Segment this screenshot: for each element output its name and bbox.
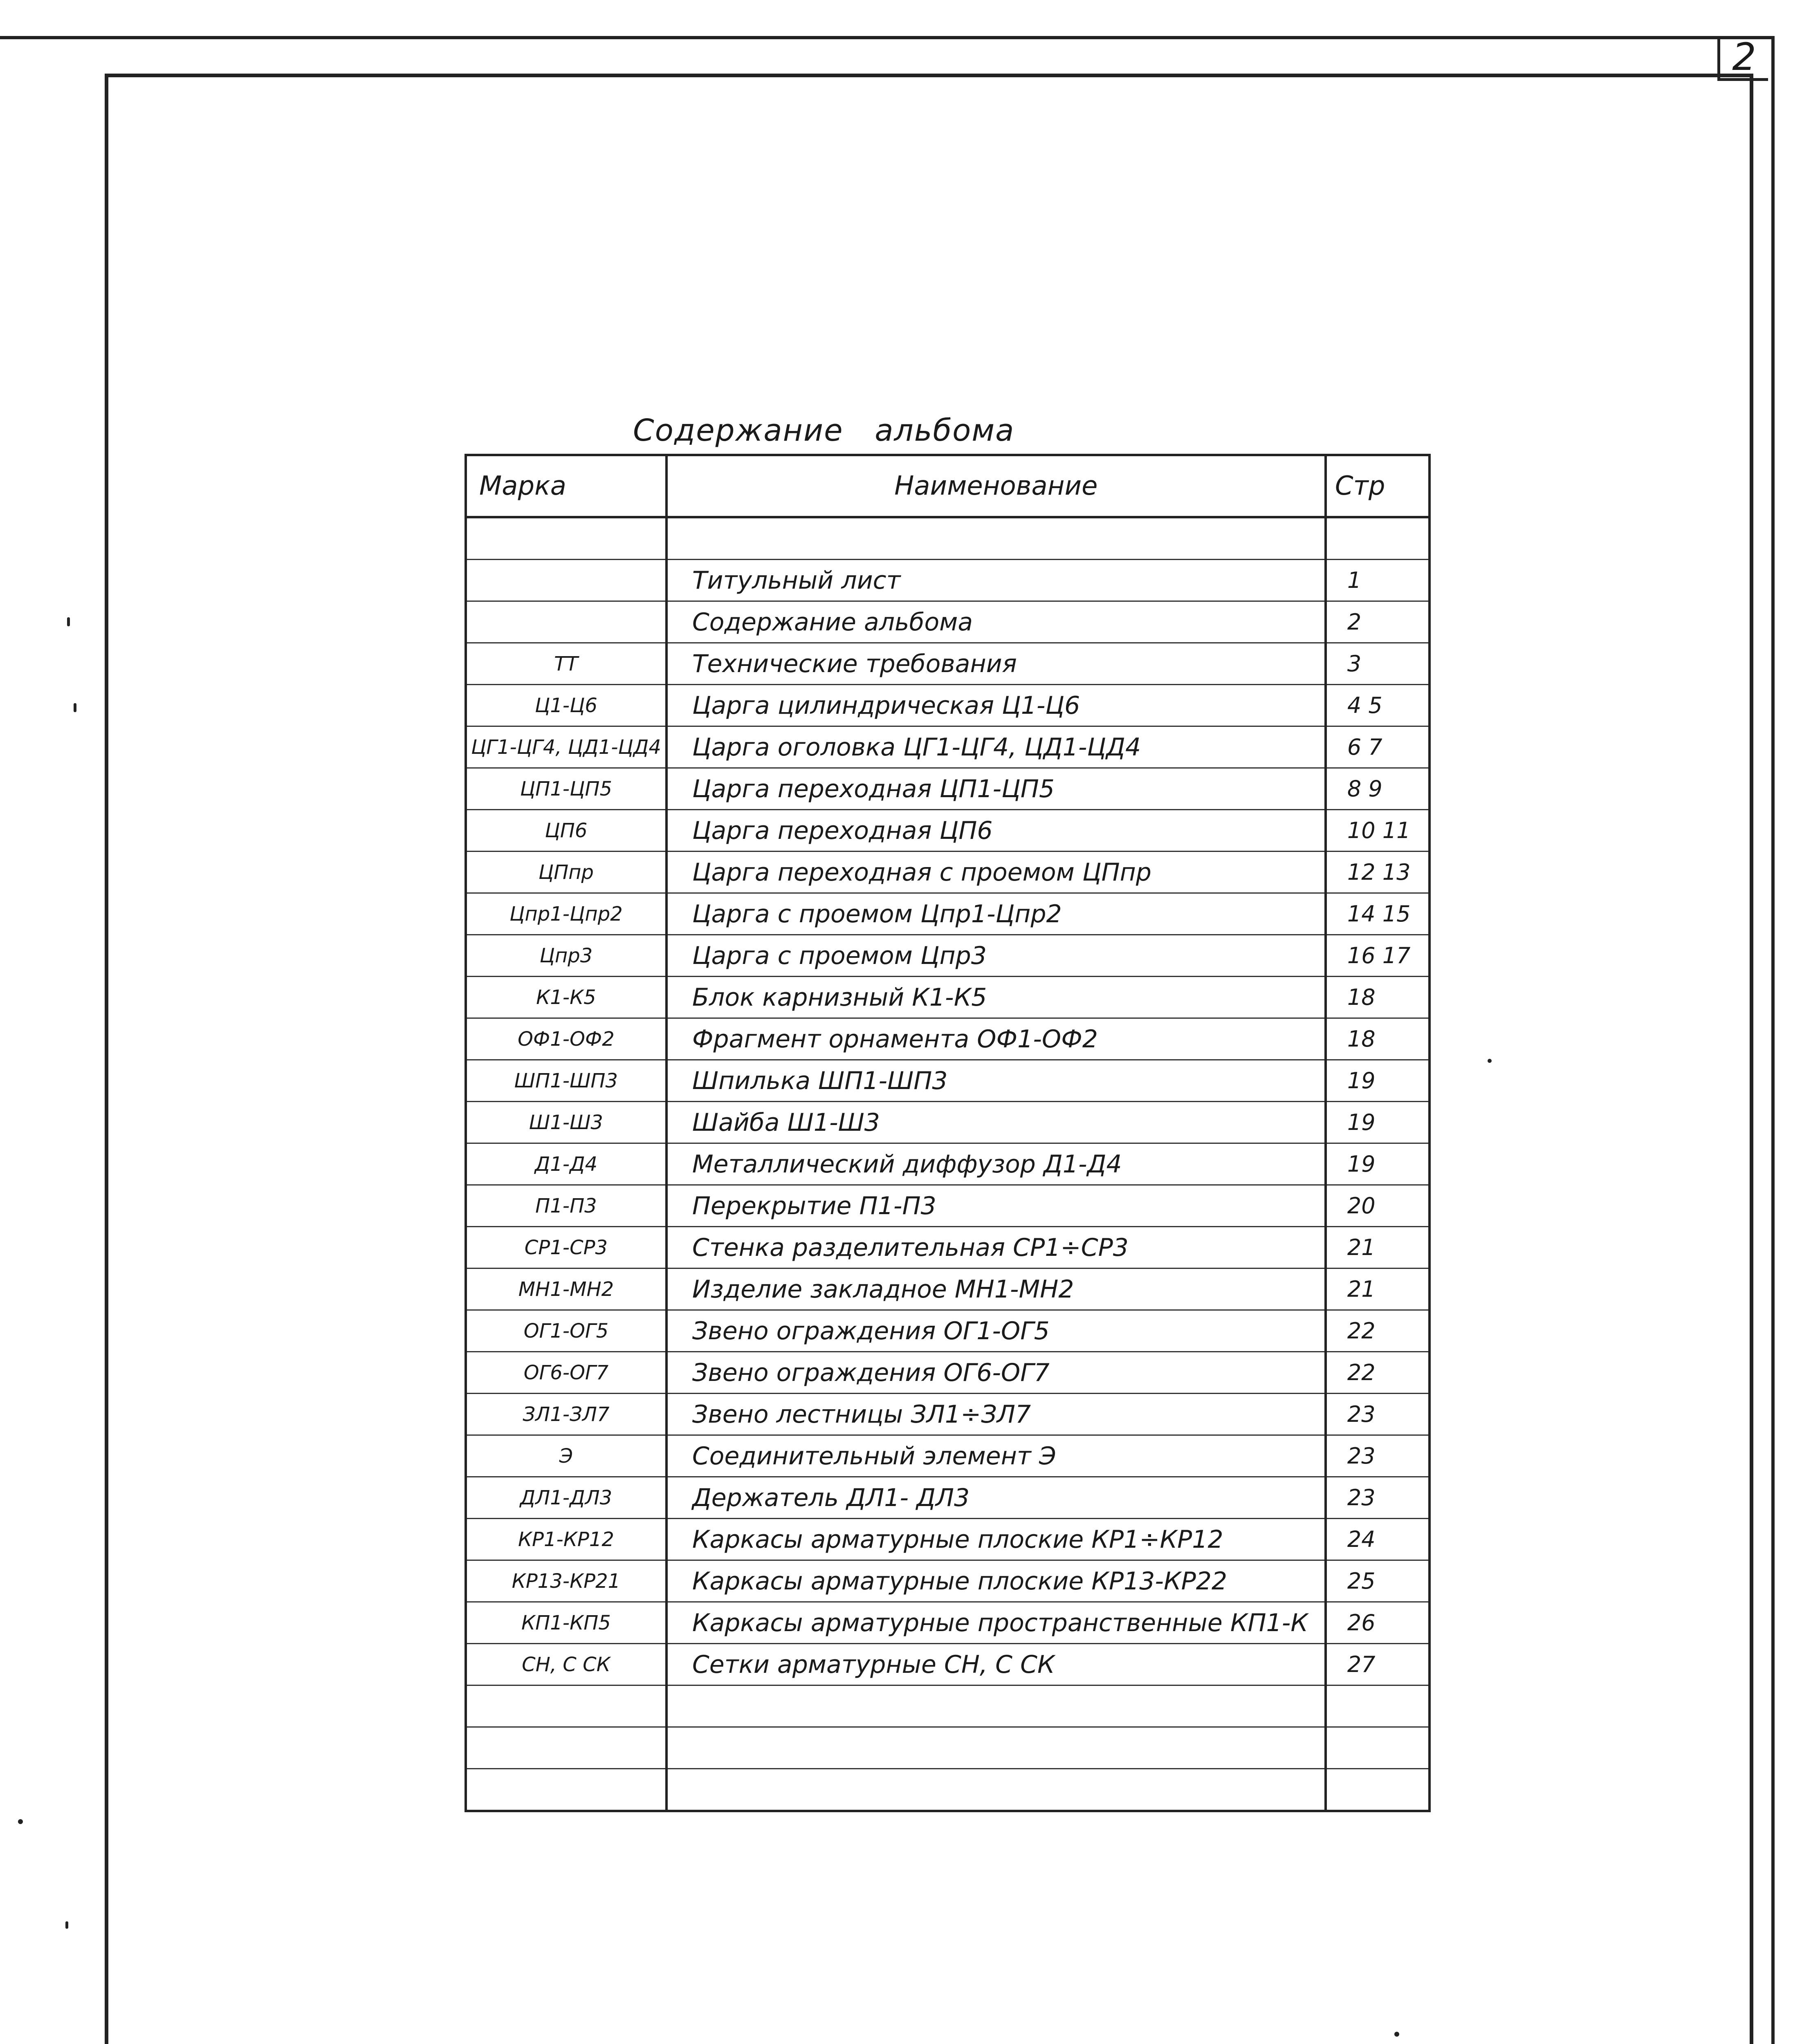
table-row (466, 1560, 1429, 1602)
table-row (466, 643, 1429, 685)
row-page: 26 (1326, 1602, 1429, 1644)
row-mark: ШП1-ШП3 (466, 1060, 666, 1102)
row-name: Царга переходная ЦП6 (666, 810, 1326, 852)
table-row (466, 1769, 1429, 1811)
scan-speck (1394, 2032, 1399, 2037)
table-row (466, 1644, 1429, 1685)
row-name: Изделие закладное МН1-МН2 (666, 1269, 1326, 1310)
row-name: Соединительный элемент Э (666, 1435, 1326, 1477)
table-row (466, 1435, 1429, 1477)
table-header-row (466, 455, 1429, 517)
table-row (466, 1269, 1429, 1310)
row-name: Шайба Ш1-Ш3 (666, 1102, 1326, 1143)
row-page: 8 9 (1326, 768, 1429, 810)
row-mark (466, 517, 666, 560)
table-row (466, 768, 1429, 810)
table-row (466, 935, 1429, 977)
row-page: 19 (1326, 1143, 1429, 1185)
scan-speck (67, 617, 70, 626)
row-name: Каркасы арматурные плоские КР1÷КР12 (666, 1519, 1326, 1560)
row-page: 25 (1326, 1560, 1429, 1602)
row-name (666, 1685, 1326, 1727)
row-mark: ЦПпр (466, 852, 666, 893)
row-name (666, 517, 1326, 560)
row-mark: Э (466, 1435, 666, 1477)
table-row (466, 1185, 1429, 1227)
table-row (466, 1352, 1429, 1394)
scan-speck (18, 1819, 23, 1824)
row-name: Блок карнизный К1-К5 (666, 977, 1326, 1018)
row-page: 23 (1326, 1435, 1429, 1477)
row-mark: ЦП1-ЦП5 (466, 768, 666, 810)
row-mark: Ц1-Ц6 (466, 685, 666, 726)
row-mark: СН, С СК (466, 1644, 666, 1685)
row-name: Каркасы арматурные пространственные КП1-К (666, 1602, 1326, 1644)
row-mark: КР1-КР12 (466, 1519, 666, 1560)
row-name: Шпилька ШП1-ШП3 (666, 1060, 1326, 1102)
table-row (466, 1519, 1429, 1560)
header-page: Стр (1326, 455, 1429, 517)
row-name: Звено ограждения ОГ1-ОГ5 (666, 1310, 1326, 1352)
row-page: 19 (1326, 1060, 1429, 1102)
table-row (466, 1227, 1429, 1269)
row-page: 21 (1326, 1269, 1429, 1310)
row-page: 3 (1326, 643, 1429, 685)
row-mark: Ш1-Ш3 (466, 1102, 666, 1143)
row-mark: Д1-Д4 (466, 1143, 666, 1185)
table-row (466, 1394, 1429, 1435)
table-row (466, 810, 1429, 852)
page-number: 2 (1717, 36, 1768, 81)
table-row (466, 685, 1429, 726)
row-page: 23 (1326, 1394, 1429, 1435)
table-row (466, 1685, 1429, 1727)
row-mark: Цпр3 (466, 935, 666, 977)
row-mark: К1-К5 (466, 977, 666, 1018)
row-mark: ОГ1-ОГ5 (466, 1310, 666, 1352)
row-mark (466, 601, 666, 643)
row-mark (466, 1769, 666, 1811)
table-row (466, 560, 1429, 601)
table-row (466, 1102, 1429, 1143)
header-mark: Марка (466, 455, 666, 517)
row-mark: ЗЛ1-ЗЛ7 (466, 1394, 666, 1435)
row-page: 18 (1326, 1018, 1429, 1060)
row-mark (466, 560, 666, 601)
row-mark: ТТ (466, 643, 666, 685)
table-row (466, 726, 1429, 768)
row-mark: ЦГ1-ЦГ4, ЦД1-ЦД4 (466, 726, 666, 768)
table-row (466, 977, 1429, 1018)
row-name: Сетки арматурные СН, С СК (666, 1644, 1326, 1685)
row-name: Фрагмент орнамента ОФ1-ОФ2 (666, 1018, 1326, 1060)
row-page: 12 13 (1326, 852, 1429, 893)
row-name: Содержание альбома (666, 601, 1326, 643)
row-page (1326, 1727, 1429, 1769)
row-page: 4 5 (1326, 685, 1429, 726)
table-row (466, 1060, 1429, 1102)
row-page: 6 7 (1326, 726, 1429, 768)
table-row (466, 852, 1429, 893)
header-name: Наименование (666, 455, 1326, 517)
row-name: Держатель ДЛ1- ДЛ3 (666, 1477, 1326, 1519)
row-mark: П1-П3 (466, 1185, 666, 1227)
row-name: Царга оголовка ЦГ1-ЦГ4, ЦД1-ЦД4 (666, 726, 1326, 768)
page-title: Содержание альбома (633, 413, 1015, 448)
row-page: 10 11 (1326, 810, 1429, 852)
scan-speck (1488, 1059, 1492, 1063)
row-mark: ДЛ1-ДЛ3 (466, 1477, 666, 1519)
row-name (666, 1769, 1326, 1811)
row-mark (466, 1727, 666, 1769)
table-row (466, 1602, 1429, 1644)
row-page: 2 (1326, 601, 1429, 643)
row-name: Царга цилиндрическая Ц1-Ц6 (666, 685, 1326, 726)
row-name: Стенка разделительная СР1÷СР3 (666, 1227, 1326, 1269)
table-row (466, 1310, 1429, 1352)
row-mark: ОФ1-ОФ2 (466, 1018, 666, 1060)
scan-speck (74, 703, 76, 712)
row-mark: ОГ6-ОГ7 (466, 1352, 666, 1394)
table-row (466, 601, 1429, 643)
table-row (466, 893, 1429, 935)
row-page: 14 15 (1326, 893, 1429, 935)
table-body (466, 517, 1429, 1811)
row-page (1326, 1769, 1429, 1811)
contents-table (465, 454, 1431, 1812)
row-name: Царга с проемом Цпр1-Цпр2 (666, 893, 1326, 935)
row-page (1326, 1685, 1429, 1727)
row-page: 21 (1326, 1227, 1429, 1269)
row-page: 22 (1326, 1310, 1429, 1352)
row-name: Перекрытие П1-П3 (666, 1185, 1326, 1227)
row-name: Звено лестницы ЗЛ1÷ЗЛ7 (666, 1394, 1326, 1435)
scan-speck (65, 1921, 68, 1929)
row-name: Технические требования (666, 643, 1326, 685)
row-page: 20 (1326, 1185, 1429, 1227)
row-mark: МН1-МН2 (466, 1269, 666, 1310)
row-page: 18 (1326, 977, 1429, 1018)
row-mark: КП1-КП5 (466, 1602, 666, 1644)
row-mark: СР1-СР3 (466, 1227, 666, 1269)
row-mark (466, 1685, 666, 1727)
row-name: Царга переходная ЦП1-ЦП5 (666, 768, 1326, 810)
table-row (466, 1477, 1429, 1519)
row-page: 27 (1326, 1644, 1429, 1685)
table-row (466, 1018, 1429, 1060)
row-mark: КР13-КР21 (466, 1560, 666, 1602)
row-page: 16 17 (1326, 935, 1429, 977)
row-name: Титульный лист (666, 560, 1326, 601)
row-name (666, 1727, 1326, 1769)
row-page: 23 (1326, 1477, 1429, 1519)
row-page: 19 (1326, 1102, 1429, 1143)
row-name: Металлический диффузор Д1-Д4 (666, 1143, 1326, 1185)
table-row (466, 517, 1429, 560)
table-row (466, 1727, 1429, 1769)
row-page: 1 (1326, 560, 1429, 601)
row-name: Царга с проемом Цпр3 (666, 935, 1326, 977)
table-row (466, 1143, 1429, 1185)
row-mark: Цпр1-Цпр2 (466, 893, 666, 935)
row-page: 24 (1326, 1519, 1429, 1560)
row-name: Звено ограждения ОГ6-ОГ7 (666, 1352, 1326, 1394)
row-name: Каркасы арматурные плоские КР13-КР22 (666, 1560, 1326, 1602)
row-page: 22 (1326, 1352, 1429, 1394)
row-mark: ЦП6 (466, 810, 666, 852)
row-name: Царга переходная с проемом ЦПпр (666, 852, 1326, 893)
row-page (1326, 517, 1429, 560)
